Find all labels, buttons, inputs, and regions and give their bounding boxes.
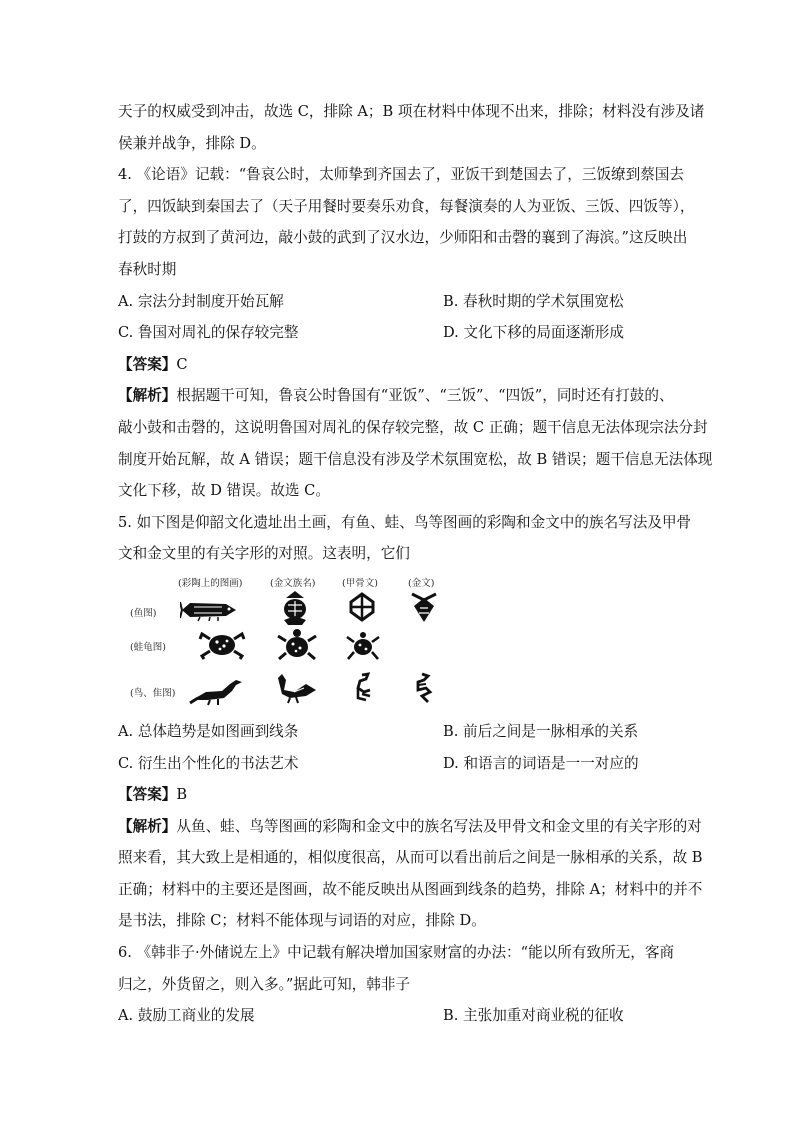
analysis-text: 根据题干可知，鲁哀公时鲁国有“亚饭”、“三饭”、“四饭”，同时还有打鼓的、 bbox=[176, 387, 674, 405]
fish-painting-icon bbox=[180, 598, 240, 622]
bird-oracle-glyph-icon bbox=[350, 672, 376, 704]
analysis-text: 从鱼、蛙、鸟等图画的彩陶和金文中的族名写法及甲骨文和金文里的有关字形的对 bbox=[176, 817, 702, 835]
question-text-line: 文和金文里的有关字形的对照。这表明，它们 bbox=[118, 545, 410, 563]
analysis-label: 【解析】 bbox=[118, 387, 177, 405]
character-comparison-figure bbox=[118, 576, 678, 716]
frog-oracle-glyph-icon bbox=[344, 630, 382, 662]
option-d: D. 和语言的词语是一一对应的 bbox=[443, 754, 639, 772]
analysis-text-line: 制度开始瓦解，故 A 错误；题干信息没有涉及学术氛围宽松，故 B 错误；题干信息无法体现 bbox=[118, 450, 713, 468]
option-b: B. 前后之间是一脉相承的关系 bbox=[443, 722, 639, 740]
question-5 bbox=[118, 507, 703, 937]
text-line: 侯兼并战争，排除 D。 bbox=[118, 134, 266, 152]
row-label: (蛙龟图) bbox=[130, 641, 166, 653]
frog-clan-glyph-icon bbox=[276, 628, 318, 662]
option-b: B. 主张加重对商业税的征收 bbox=[443, 1007, 624, 1025]
answer-value: C bbox=[176, 355, 188, 373]
answer-line bbox=[118, 779, 678, 811]
option-c: C. 鲁国对周礼的保存较完整 bbox=[118, 324, 299, 342]
question-6 bbox=[118, 937, 678, 1032]
question-text-line: 6. 《韩非子·外储说左上》中记载有解决增加国家财富的办法：“能以所有致所无，客商 bbox=[118, 944, 675, 962]
column-header: (甲骨文) bbox=[342, 577, 378, 589]
option-d: D. 文化下移的局面逐渐形成 bbox=[443, 324, 624, 342]
options-row bbox=[118, 748, 678, 780]
column-header: (彩陶上的图画) bbox=[178, 577, 243, 589]
row-label: (鸟、隹图) bbox=[130, 687, 176, 699]
question-text-line: 5. 如下图是仰韶文化遗址出土画，有鱼、蛙、鸟等图画的彩陶和金文中的族名写法及甲骨 bbox=[118, 513, 692, 531]
options-row bbox=[118, 1000, 678, 1032]
analysis-line bbox=[118, 380, 678, 412]
answer-label: 【答案】 bbox=[118, 355, 177, 373]
continuation-text bbox=[118, 96, 705, 159]
question-4 bbox=[118, 159, 713, 507]
text-line: 天子的权威受到冲击，故选 C，排除 A；B 项在材料中体现不出来，排除；材料没有涉及诸 bbox=[118, 103, 705, 120]
column-header: (金文) bbox=[408, 577, 435, 589]
analysis-text-line: 文化下移，故 D 错误。故选 C。 bbox=[118, 482, 330, 500]
option-a: A. 鼓励工商业的发展 bbox=[118, 1007, 255, 1025]
fish-oracle-glyph-icon bbox=[346, 592, 378, 622]
option-a: A. 总体趋势是如图画到线条 bbox=[118, 722, 299, 740]
answer-line bbox=[118, 349, 678, 381]
fish-bronze-glyph-icon bbox=[408, 590, 440, 626]
options-row bbox=[118, 286, 678, 318]
analysis-text-line: 正确；材料中的主要还是图画，故不能反映出从图画到线条的趋势，排除 A；材料中的并不 bbox=[118, 880, 703, 898]
frog-painting-icon bbox=[198, 630, 246, 660]
question-text-line: 4. 《论语》记载：“鲁哀公时，太师挚到齐国去了，亚饭干到楚国去了，三饭缭到蔡国去 bbox=[118, 166, 684, 184]
analysis-text-line: 敲小鼓和击磬的，这说明鲁国对周礼的保存较完整，故 C 正确；题干信息无法体现宗法分封 bbox=[118, 418, 708, 436]
fish-clan-glyph-icon bbox=[278, 590, 312, 626]
option-b: B. 春秋时期的学术氛围宽松 bbox=[443, 292, 624, 310]
options-row bbox=[118, 317, 678, 349]
analysis-line bbox=[118, 811, 702, 843]
question-text-line: 打鼓的方叔到了黄河边，敲小鼓的武到了汉水边，少师阳和击磬的襄到了海滨。”这反映出 bbox=[118, 229, 688, 247]
option-a: A. 宗法分封制度开始瓦解 bbox=[118, 292, 284, 310]
question-text-line: 春秋时期 bbox=[118, 260, 177, 278]
analysis-text-line: 照来看，其大致上是相通的，相似度很高，从而可以看出前后之间是一脉相承的关系，故 B bbox=[118, 849, 703, 867]
document-page bbox=[118, 0, 713, 1032]
question-text-line: 了，四饭缺到秦国去了（天子用餐时要奏乐劝食，每餐演奏的人为亚饭、三饭、四饭等）， bbox=[118, 197, 695, 215]
bird-bronze-glyph-icon bbox=[412, 672, 436, 704]
options-row bbox=[118, 716, 678, 748]
answer-value: B bbox=[176, 786, 188, 804]
bird-painting-icon bbox=[188, 676, 246, 706]
row-label: (鱼图) bbox=[130, 607, 157, 619]
bird-clan-glyph-icon bbox=[272, 672, 318, 704]
question-text-line: 归之，外货留之，则入多。”据此可知，韩非子 bbox=[118, 975, 411, 993]
answer-label: 【答案】 bbox=[118, 786, 177, 804]
column-header: (金文族名) bbox=[270, 577, 316, 589]
analysis-label: 【解析】 bbox=[118, 817, 177, 835]
option-c: C. 衍生出个性化的书法艺术 bbox=[118, 754, 299, 772]
analysis-text-line: 是书法，排除 C；材料不能体现与词语的对应，排除 D。 bbox=[118, 912, 486, 930]
